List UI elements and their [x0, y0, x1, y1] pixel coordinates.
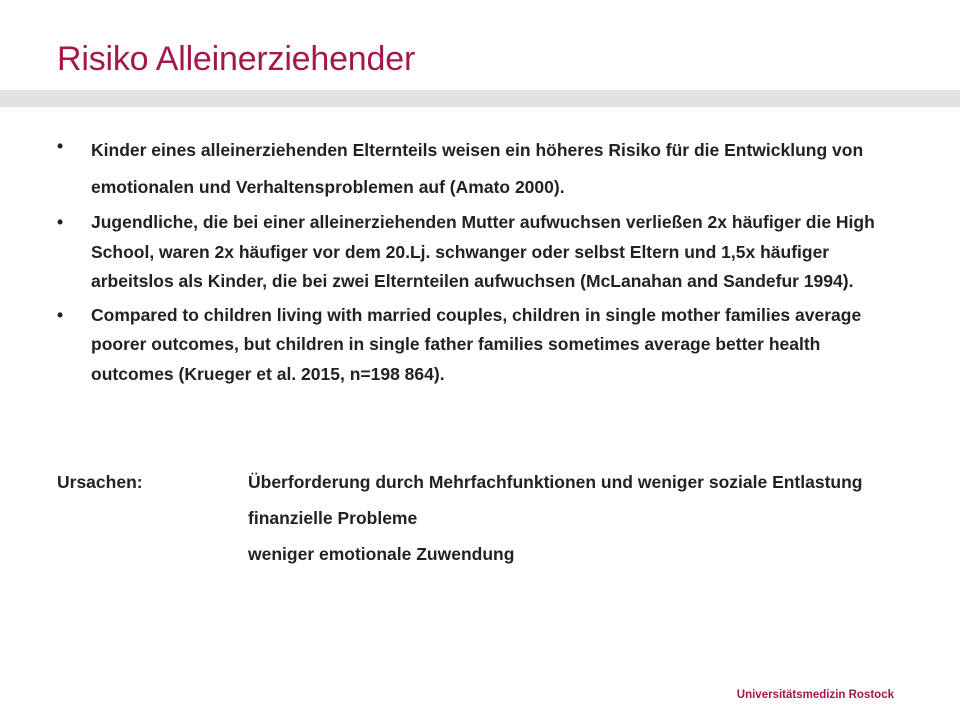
- cause-item: weniger emotionale Zuwendung: [248, 544, 515, 564]
- bullet-text: Jugendliche, die bei einer alleinerziehenden Mutter aufwuchsen verließen 2x häufiger die High School, waren 2x häufiger vor dem 20.Lj. schwanger oder selbst Eltern und 1,5x häufiger arbeitslos als Kinder, die bei zwei Elternteilen aufwuchsen (McLanahan and Sandefur 1994).: [91, 212, 875, 291]
- bullet-text: Kinder eines alleinerziehenden Elternteils weisen ein höheres Risiko für die Entwicklung von emotionalen und Verhaltensproblemen auf (Amato 2000).: [91, 140, 864, 197]
- cause-item: Überforderung durch Mehrfachfunktionen und weniger soziale Entlastung: [248, 472, 863, 492]
- bullet-item: [57, 208, 887, 297]
- causes-label: Ursachen:: [57, 472, 143, 492]
- bullet-text: Compared to children living with married couples, children in single mother families average poorer outcomes, but children in single father families sometimes average better health outcomes (Krueger et al. 2015, n=198 864).: [91, 304, 862, 384]
- bullet-item: [57, 301, 887, 390]
- bullet-list: [57, 136, 887, 393]
- title-divider: [0, 90, 960, 107]
- causes-list: [248, 467, 898, 575]
- footer-institution: Universitätsmedizin Rostock: [736, 689, 894, 701]
- bullet-marker: •: [57, 212, 64, 232]
- bullet-marker: •: [57, 304, 64, 325]
- bullet-item: [57, 132, 887, 206]
- cause-item: finanzielle Probleme: [248, 508, 418, 528]
- slide-title: Risiko Alleinerziehender: [57, 40, 416, 78]
- bullet-marker: •: [57, 136, 64, 156]
